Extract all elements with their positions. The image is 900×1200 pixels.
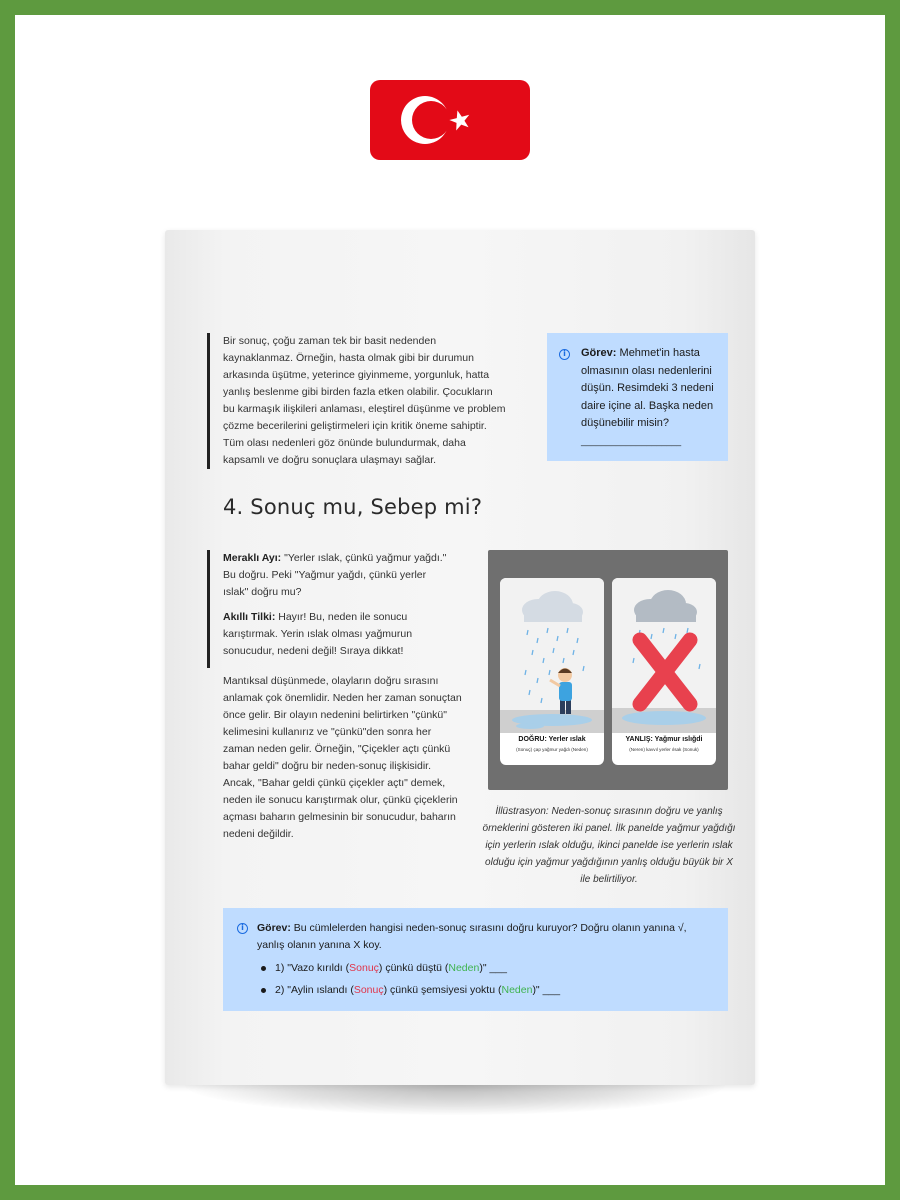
illustration-caption: İllüstrasyon: Neden-sonuç sırasının doğru ve yanlış örneklerini gösteren iki panel. İlk panelde yağmur yağdığı için yerlerin ıslak olduğu, ikinci panelde ise yerlerin ıslak olduğu için yağmur yağdığının yanlış olduğu büyük bir X ile belirtiliyor. xyxy=(482,806,736,885)
dialog-speaker-1: Meraklı Ayı: xyxy=(223,552,282,564)
wrong-label: YANLIŞ: Yağmur ıslığdi xyxy=(625,736,703,743)
task-1-blank: ____________________ xyxy=(581,435,682,446)
dialog-line-1 xyxy=(223,550,452,601)
neden-tag: Neden xyxy=(501,984,533,996)
dialog-line-2 xyxy=(223,609,452,660)
task-box-2 xyxy=(223,908,728,1011)
wrong-sublabel: (Neren) kavvıl yerler ılsak (Sonuk) xyxy=(629,747,699,752)
task-1-label: Görev: xyxy=(581,347,617,359)
task-box-1 xyxy=(547,333,728,461)
correct-label: DOĞRU: Yerler ıslak xyxy=(518,736,586,743)
dialog-quote xyxy=(207,550,452,668)
task-2-label: Görev: xyxy=(257,922,291,934)
correct-sublabel: (Sonuç) çap yağmur yağdı (Neden) xyxy=(516,747,588,752)
sonuc-tag: Sonuç xyxy=(349,962,379,974)
neden-tag: Neden xyxy=(448,962,480,974)
task-2-body: Bu cümlelerden hangisi neden-sonuç sırasını doğru kuruyor? Doğru olanın yanına √, yanlış olanın yanına X koy. xyxy=(257,922,687,951)
sonuc-tag: Sonuç xyxy=(353,984,384,996)
info-icon: i xyxy=(559,349,570,360)
list-item: 2) "Aylin ıslandı (Sonuç) çünkü şemsiyesi yoktu (Neden)" ___ xyxy=(261,982,714,999)
task-1-text xyxy=(581,345,716,433)
dialog-text-1: "Yerler ıslak, çünkü yağmur yağdı." Bu doğru. Peki "Yağmur yağdı, çünkü yerler ıslak" doğru mu? xyxy=(223,552,447,598)
page-frame xyxy=(15,15,885,1185)
task-2-text xyxy=(257,920,714,954)
worksheet-page xyxy=(165,230,755,1085)
task-2-list xyxy=(261,960,714,999)
info-icon: i xyxy=(237,923,248,934)
wrong-card xyxy=(612,578,716,765)
list-item: 1) "Vazo kırıldı (Sonuç) çünkü düştü (Neden)" ___ xyxy=(261,960,714,977)
illustration-panel xyxy=(488,550,728,790)
intro-text: Bir sonuç, çoğu zaman tek bir basit nedenden kaynaklanmaz. Örneğin, hasta olmak gibi bir durumun arkasında üşütme, yeterince giyinmeme, yorgunluk, hatta yanlış beslenme gibi birden fazla etken olabilir. Çocukların bu karmaşık ilişkileri anlaması, eleştirel düşünme ve problem çözme becerilerini geliştirmeleri için kritik öneme sahiptir. Tüm olası nedenleri göz önünde bulundurmak, daha kapsamlı ve doğru sonuçlara ulaşmayı sağlar. xyxy=(207,333,507,469)
section-heading: 4. Sonuç mu, Sebep mi? xyxy=(223,495,483,519)
body-paragraph: Mantıksal düşünmede, olayların doğru sırasını anlamak çok önemlidir. Neden her zaman sonuçtan önce gelir. Bir olayın nedenini belirtirken "çünkü" kelimesini kullanırız ve "çünkü"den sonra her zaman neden gelir. Örneğin, "Çiçekler açtı çünkü bahar geldi" doğru bir neden-sonuç ilişkisidir. Ancak, "Bahar geldi çünkü çiçekler açtı" demek, neden ile sonucu karıştırmak olur, çünkü çiçeklerin açması baharın gelmesinin bir sonucudur, baharın nedeni değildir. xyxy=(223,675,462,840)
task-1-body: Mehmet'in hasta olmasının olası nedenlerini düşün. Resimdeki 3 nedeni daire içine al. Başka neden düşünebilir misin? xyxy=(581,347,714,429)
correct-card xyxy=(500,578,604,765)
dialog-speaker-2: Akıllı Tilki: xyxy=(223,611,276,623)
dialog-text-2: Hayır! Bu, neden ile sonucu karıştırmak. Yerin ıslak olması yağmurun sonucudur, nedeni değil! Sıraya dikkat! xyxy=(223,611,413,657)
turkish-flag-icon xyxy=(370,80,530,160)
